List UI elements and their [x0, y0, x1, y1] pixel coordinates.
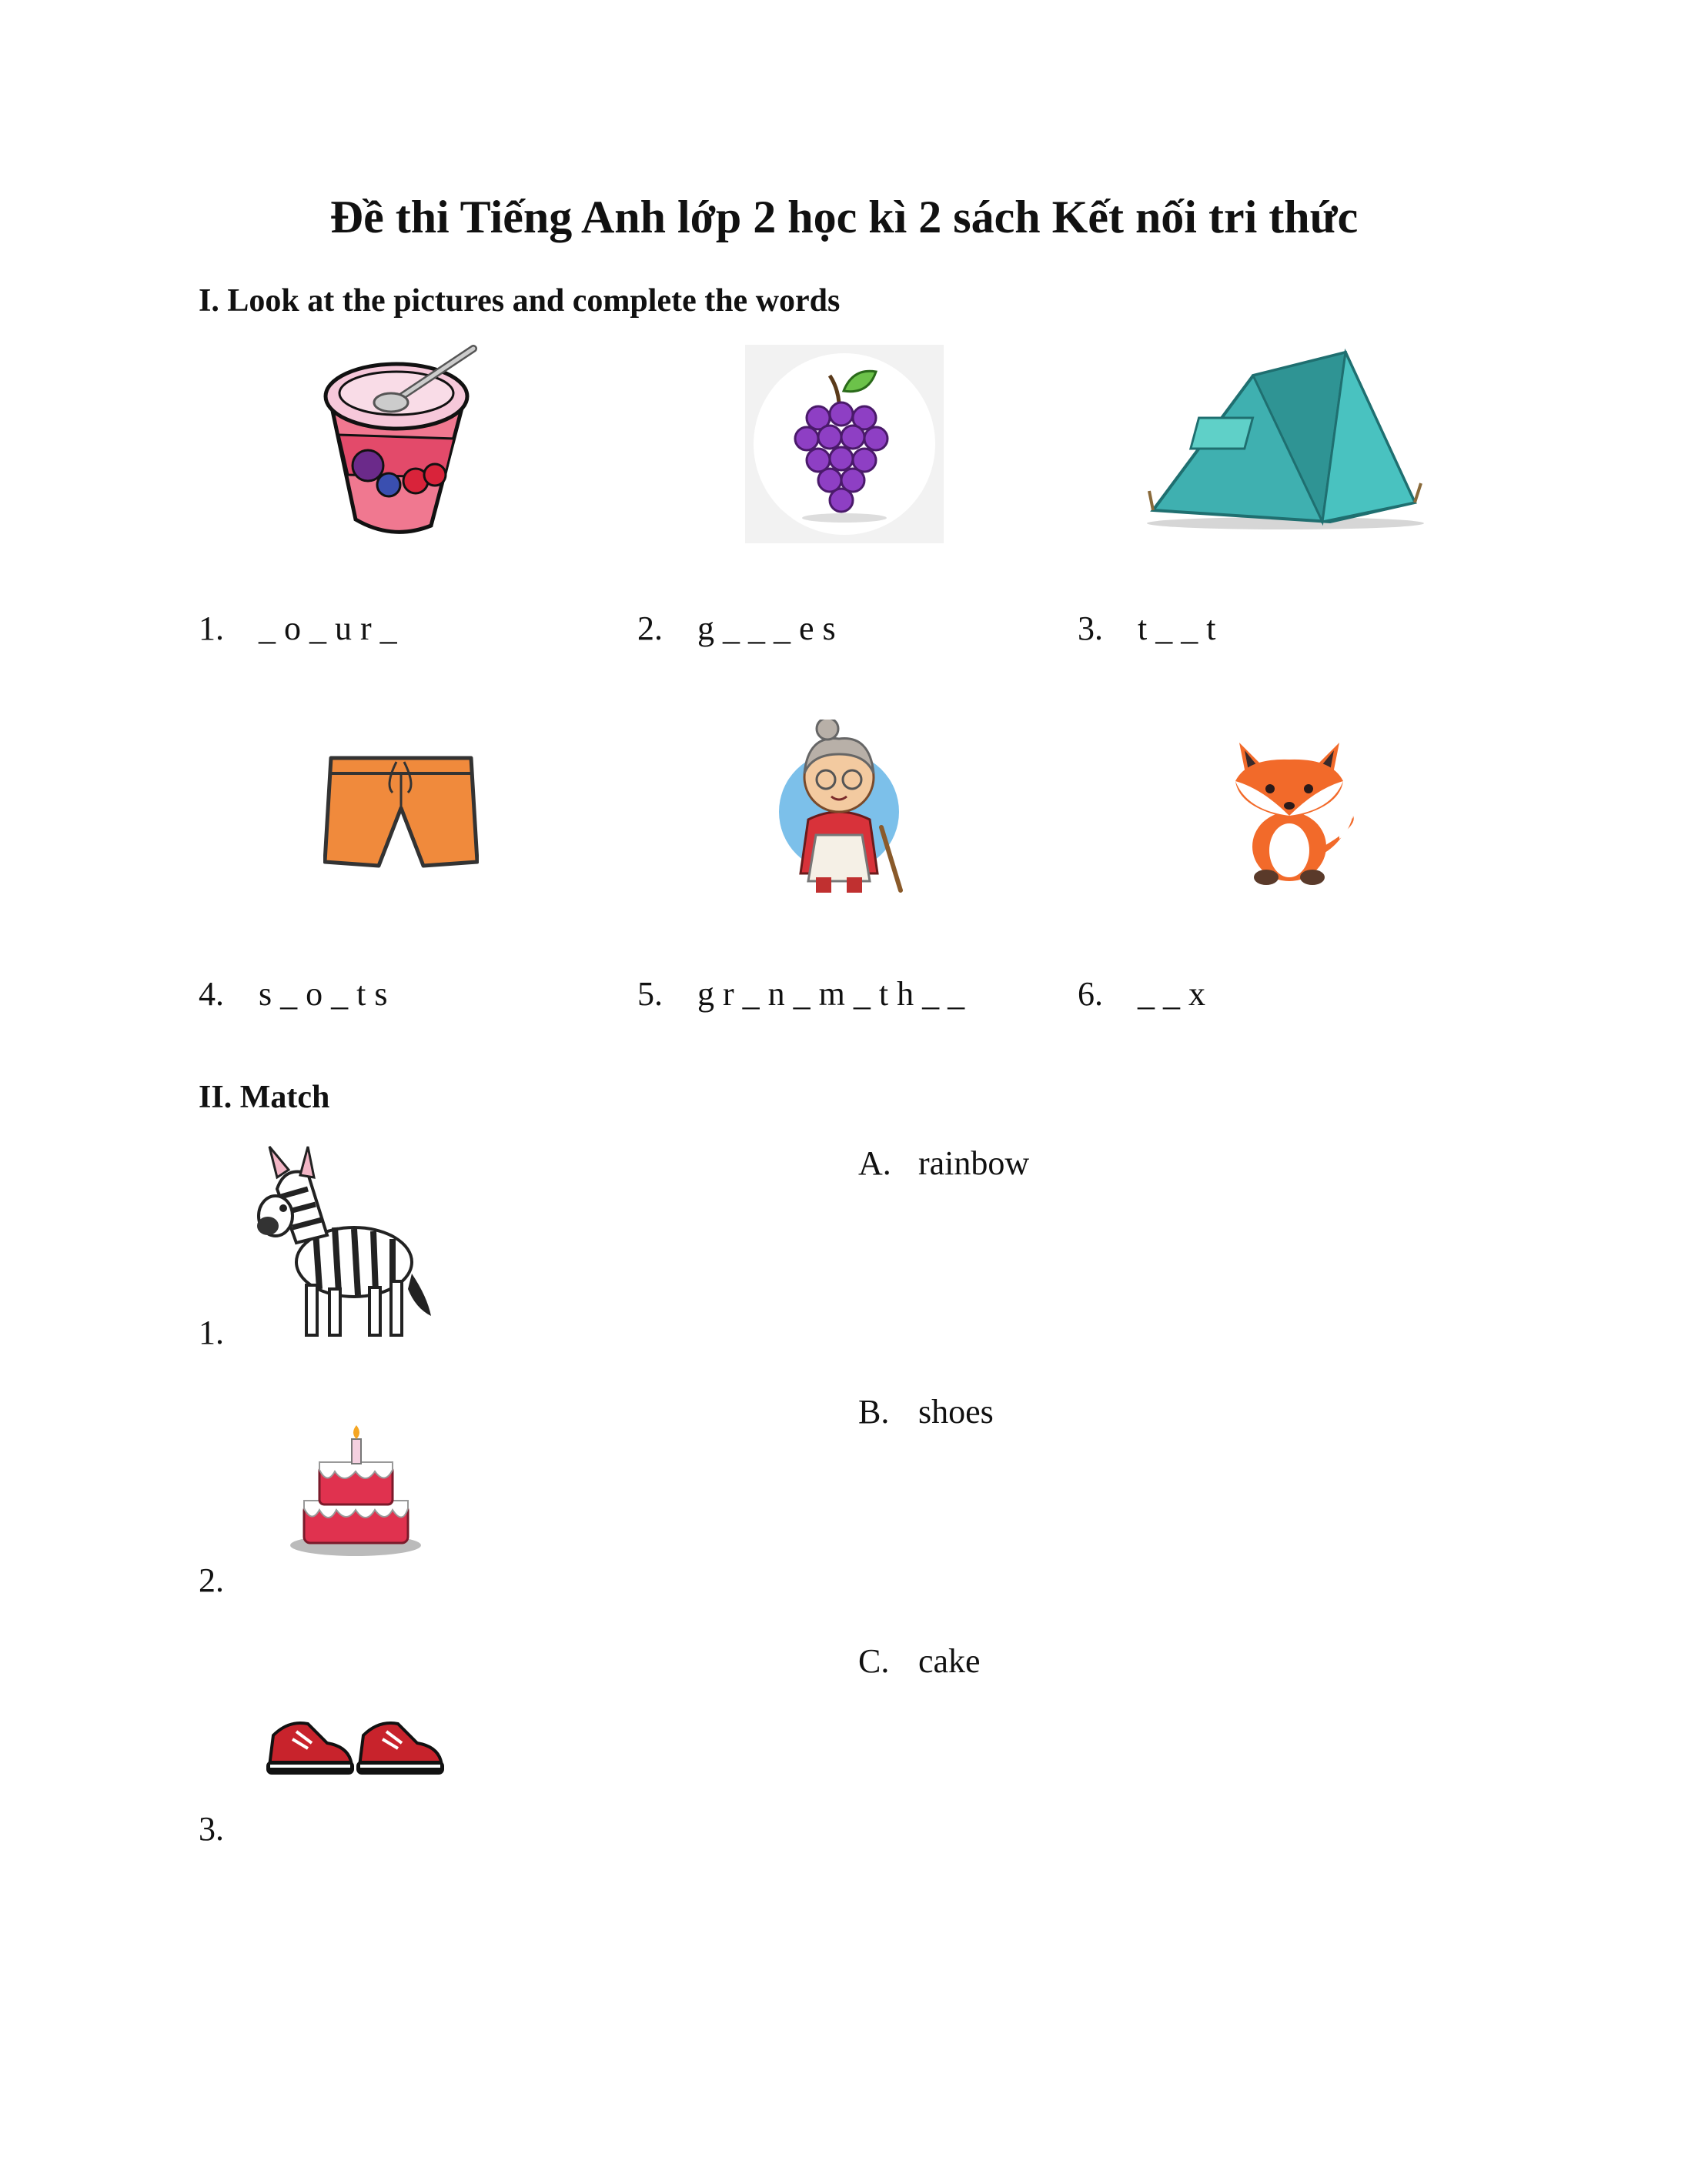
match-word-a: [858, 1144, 1030, 1182]
shorts-icon: [323, 754, 479, 871]
match-picture-number-3: 3.: [199, 1810, 224, 1848]
match-word: cake: [918, 1642, 981, 1680]
word-blank: _ _ x: [1138, 975, 1205, 1013]
page-title: Đề thi Tiếng Anh lớp 2 học kì 2 sách Kết nối tri thức: [329, 192, 1359, 242]
match-picture-number-2: 2.: [199, 1561, 224, 1599]
word-blank: t _ _ t: [1138, 609, 1216, 647]
complete-word-item-2: [637, 609, 836, 647]
complete-word-item-4: [199, 977, 387, 1011]
word-blank: g r _ n _ m _ t h _ _: [697, 975, 965, 1013]
section-1-heading: I. Look at the pictures and complete the words: [199, 283, 841, 319]
item-number: 2.: [637, 609, 663, 647]
item-number: 3.: [1078, 609, 1103, 647]
yogurt-icon: [316, 342, 477, 546]
complete-word-item-1: [199, 609, 397, 647]
grandmother-icon: [774, 720, 912, 897]
match-word-c: [858, 1642, 981, 1680]
zebra-icon: [254, 1143, 435, 1343]
match-letter: B.: [858, 1393, 890, 1431]
match-word-b: [858, 1395, 994, 1429]
item-number: 6.: [1078, 975, 1103, 1013]
shoes-icon: [266, 1701, 446, 1778]
match-word: rainbow: [918, 1144, 1030, 1182]
match-word: shoes: [918, 1393, 994, 1431]
tent-icon: [1145, 345, 1426, 533]
item-number: 4.: [199, 975, 224, 1013]
grapes-icon: [745, 345, 944, 543]
match-picture-number-1: 1.: [199, 1314, 224, 1351]
match-letter: A.: [858, 1144, 891, 1182]
complete-word-item-3: [1078, 609, 1216, 647]
item-number: 1.: [199, 609, 224, 647]
fox-icon: [1224, 735, 1359, 885]
word-blank: g _ _ _ e s: [697, 609, 836, 647]
word-blank: _ o _ u r _: [259, 609, 397, 647]
birthday-cake-icon: [289, 1424, 423, 1558]
complete-word-item-6: [1078, 977, 1205, 1011]
item-number: 5.: [637, 975, 663, 1013]
complete-word-item-5: [637, 977, 964, 1011]
word-blank: s _ o _ t s: [259, 975, 388, 1013]
match-letter: C.: [858, 1642, 890, 1680]
section-2-heading: II. Match: [199, 1080, 330, 1115]
